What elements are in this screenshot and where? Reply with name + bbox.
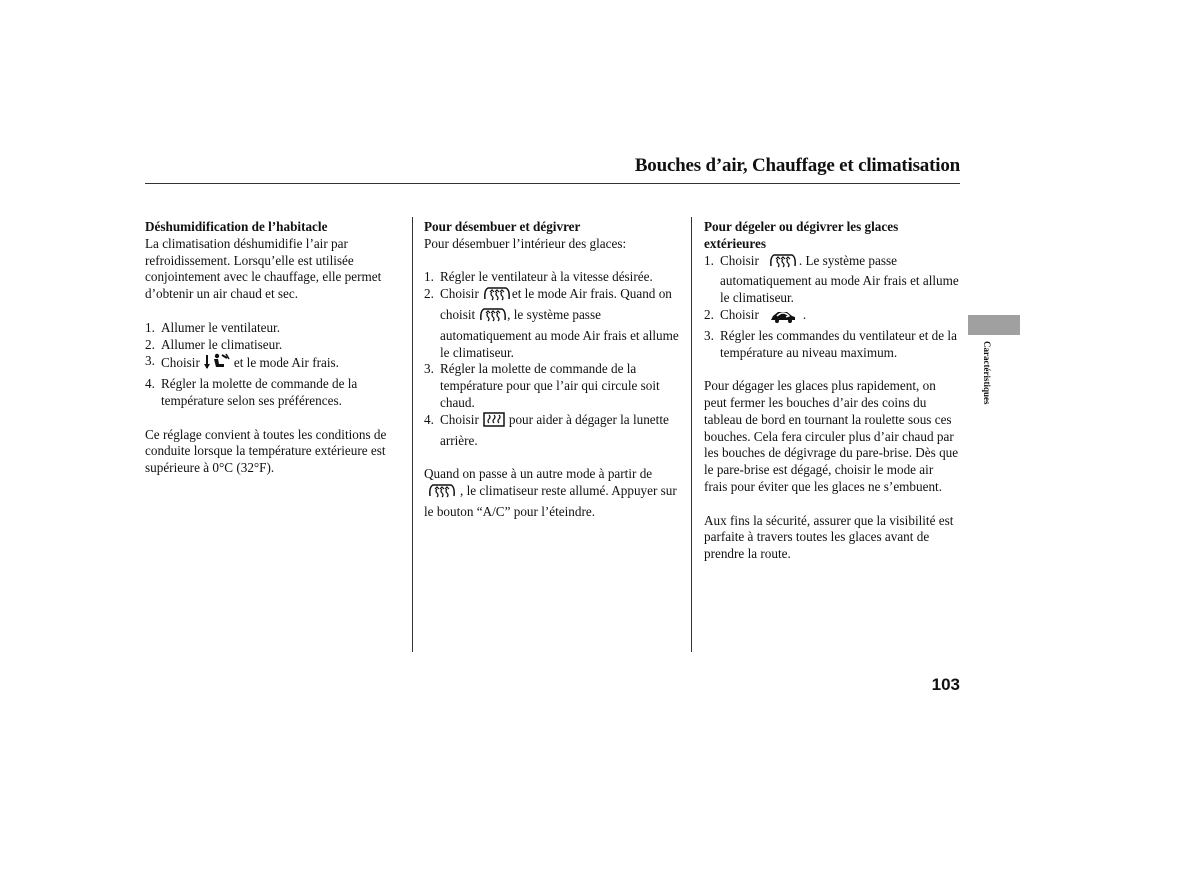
list-item: 3. Choisir et le mode Air frais. (145, 353, 407, 376)
column-dehumidification (145, 219, 407, 477)
recirculation-icon (769, 309, 797, 328)
section-heading: Pour dégeler ou dégivrer les glaces extérieures (704, 219, 899, 251)
page-title: Bouches d’air, Chauffage et climatisation (634, 155, 960, 176)
paragraph-outro: Quand on passe à un autre mode à partir de , le climatiseur reste allumé. Appuyer sur le bouton “A/C” pour l’éteindre. (424, 466, 677, 519)
list-item: 1. Choisir . Le système passe automatiquement au mode Air frais et allume le climatiseur. (704, 252, 959, 306)
list-item: 2. Choisir et le mode Air frais. Quand on choisit , le système passe automatiquement au mode Air frais et allume le climatiseur. (424, 286, 679, 360)
paragraph-intro: Pour désembuer l’intérieur des glaces: (424, 235, 627, 251)
column-exterior-defrost (704, 219, 959, 563)
column-defog-defrost (424, 219, 686, 521)
list-item: 1. Régler le ventilateur à la vitesse désirée. (424, 269, 653, 285)
list-item: 1. Allumer le ventilateur. (145, 319, 281, 335)
paragraph-tip: Pour dégager les glaces plus rapidement, on peut fermer les bouches d’air des coins du tableau de bord en tournant la roulette sous ces bouches. Cela fera circuler plus d’air chaud par les bouches de dégivrage du pare-brise. Dès que le pare-brise est dégagé, choisir le mode air frais pour éviter que les glaces ne s’embuent. (704, 378, 959, 494)
column-divider (691, 217, 692, 652)
list-item: 4. Choisir pour aider à dégager la lunette arrière. (424, 411, 669, 448)
windshield-defrost-icon (479, 307, 507, 328)
paragraph-intro: La climatisation déshumidifie l’air par refroidissement. Lorsqu’elle est utilisée conjointement avec le chauffage, elle permet d’obtenir un air chaud et sec. (145, 235, 382, 302)
list-item: 3. Régler les commandes du ventilateur et de la température au niveau maximum. (704, 327, 957, 360)
list-item: 3. Régler la molette de commande de la température pour que l’air qui circule soit chaud. (424, 361, 660, 410)
windshield-defrost-icon (769, 253, 797, 274)
column-divider (412, 217, 413, 652)
section-tab-marker (968, 315, 1020, 335)
page-number: 103 (931, 675, 960, 694)
steps-list (704, 253, 959, 362)
list-item: 2. Choisir . (704, 307, 959, 328)
floor-and-defrost-mode-icon (204, 353, 230, 376)
rear-defrost-icon (483, 412, 505, 433)
paragraph-safety: Aux fins la sécurité, assurer que la visibilité est parfaite à travers toutes les glaces avant de prendre la route. (704, 512, 954, 562)
steps-list (145, 320, 407, 410)
windshield-defrost-icon (428, 483, 456, 504)
section-tab-label: Caractéristiques (982, 341, 992, 405)
section-heading: Déshumidification de l’habitacle (145, 219, 328, 234)
title-rule (145, 183, 960, 184)
steps-list (424, 269, 686, 449)
list-item: 2. Allumer le climatiseur. (145, 336, 283, 352)
paragraph-outro: Ce réglage convient à toutes les conditions de conduite lorsque la température extérieure est supérieure à 0°C (32°F). (145, 426, 387, 476)
list-item: 4. Régler la molette de commande de la température selon ses préférences. (145, 376, 358, 408)
section-heading: Pour désembuer et dégivrer (424, 219, 581, 234)
windshield-defrost-icon (483, 286, 511, 307)
